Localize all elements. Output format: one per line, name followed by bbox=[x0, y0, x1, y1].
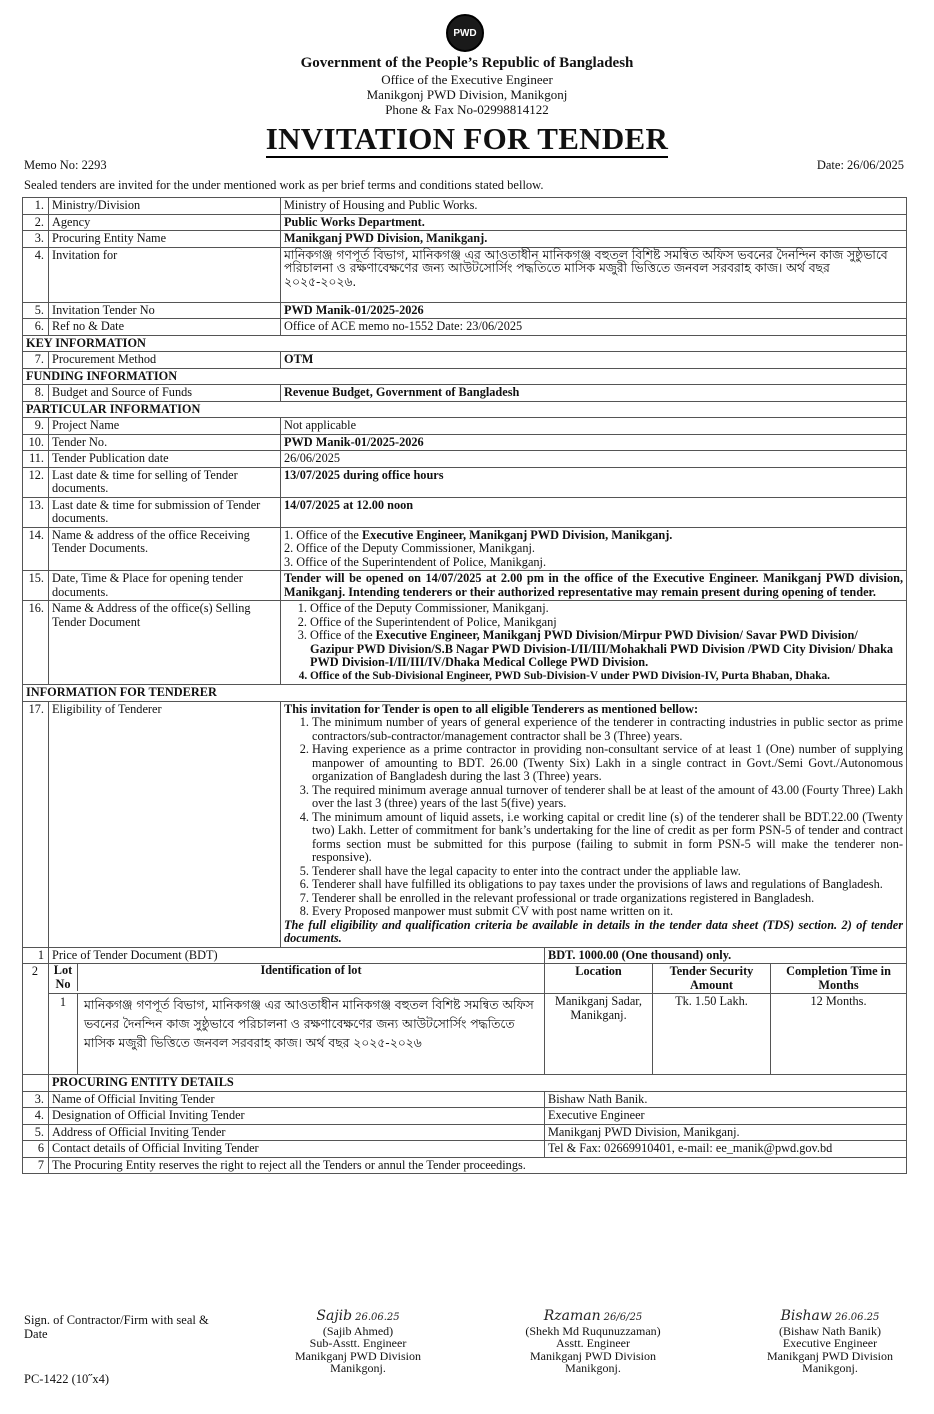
row-number: 1 bbox=[23, 947, 49, 964]
row-label: Budget and Source of Funds bbox=[49, 385, 281, 402]
row-value: Manikganj PWD Division, Manikganj. bbox=[545, 1124, 907, 1141]
table-row bbox=[23, 302, 907, 319]
table-row bbox=[23, 198, 907, 215]
signatory-name: (Sajib Ahmed) bbox=[322, 1323, 394, 1338]
receiving-office-1: 1. Office of the Executive Engineer, Manikganj PWD Division, Manikganj. bbox=[284, 527, 673, 542]
form-number: PC-1422 (10˝x4) bbox=[24, 1372, 110, 1386]
selling-office-1: 1. Office of the Deputy Commissioner, Manikganj. bbox=[310, 602, 903, 616]
row-number: 3. bbox=[23, 1091, 49, 1108]
row-value: মানিকগঞ্জ গণপূর্ত বিভাগ, মানিকগঞ্জ এর আওতাধীন মানিকগঞ্জ বহুতল বিশিষ্ট সমন্বিত অফিস ভবনের দৈনন্দিন কাজ সুষ্ঠুভাবে পরিচালনা ও রক্ষণাবেক্ষণের জন্য আউটসোর্সিং পদ্ধতিতে মাসিক মজুরী ভিত্তিতে জনবল সরবরাহ কাজ। অর্থ বছর ২০২৫-২০২৬. bbox=[281, 247, 907, 302]
row-label: Project Name bbox=[49, 418, 281, 435]
table-row bbox=[23, 1091, 907, 1108]
selling-office-3: 3. Office of the Executive Engineer, Manikganj PWD Division/Mirpur PWD Division/ Savar PWD Division/ Gazipur PWD Division/S.B Nagar PWD Division-I/II/III/Mohakhali PWD Division /PWD City Division/ Dhaka PWD Division-I/II/III/IV/Dhaka Medical College PWD Division. bbox=[310, 629, 903, 670]
row-number: 7. bbox=[23, 352, 49, 369]
row-value bbox=[281, 527, 907, 571]
signatory-place: Manikgonj. bbox=[565, 1361, 621, 1375]
division-name: Manikgonj PWD Division, Manikgonj bbox=[366, 87, 568, 102]
table-row bbox=[23, 571, 907, 601]
row-number: 15. bbox=[23, 571, 49, 601]
row-label: Invitation for bbox=[49, 247, 281, 302]
selling-office-4: 4. Office of the Sub-Divisional Engineer, PWD Sub-Division-V under PWD Division-IV, Purta Bhaban, Dhaka. bbox=[310, 670, 903, 684]
signature-mark: Bishaw 26.06.25 bbox=[780, 1308, 880, 1324]
row-label: Agency bbox=[49, 214, 281, 231]
row-number: 5. bbox=[23, 302, 49, 319]
row-label: Tender Publication date bbox=[49, 451, 281, 468]
lot-location: Manikganj Sadar, Manikganj. bbox=[545, 994, 653, 1075]
row-value: 13/07/2025 during office hours bbox=[281, 467, 907, 497]
signature-block-1 bbox=[278, 1310, 438, 1375]
row-number: 4. bbox=[23, 247, 49, 302]
receiving-office-2: 2. Office of the Deputy Commissioner, Manikganj. bbox=[284, 541, 535, 555]
eligibility-heading: This invitation for Tender is open to all eligible Tenderers as mentioned bellow: bbox=[284, 701, 699, 716]
eligibility-item: 2. Having experience as a prime contractor in providing non-consultant service of at least 1 (One) number of supplying manpower of amounting to BDT. 26.00 (Twenty Six) Lakh in a single contract in Govt./Semi Govt./Autonomous organization of Bangladesh during the last 3 (Three) years. bbox=[312, 743, 903, 784]
row-number: 7 bbox=[23, 1157, 49, 1174]
eligibility-item: 8. Every Proposed manpower must submit CV with post name written on it. bbox=[312, 905, 903, 919]
lot-ident-cell bbox=[49, 994, 545, 1075]
memo-number: Memo No: 2293 bbox=[24, 158, 107, 172]
signature-block-2 bbox=[498, 1310, 688, 1375]
row-value: Not applicable bbox=[281, 418, 907, 435]
table-row bbox=[23, 418, 907, 435]
lot-header-row bbox=[23, 964, 907, 994]
row-number: 13. bbox=[23, 497, 49, 527]
table-row bbox=[23, 319, 907, 336]
row-number: 14. bbox=[23, 527, 49, 571]
table-row bbox=[23, 434, 907, 451]
row-value: PWD Manik-01/2025-2026 bbox=[281, 302, 907, 319]
eligibility-list bbox=[284, 716, 903, 919]
page-title: INVITATION FOR TENDER bbox=[265, 121, 669, 156]
selling-office-2: 2. Office of the Superintendent of Police, Manikganj bbox=[310, 616, 903, 630]
section-heading: INFORMATION FOR TENDERER bbox=[23, 685, 907, 702]
row-number: 17. bbox=[23, 701, 49, 947]
row-number: 1. bbox=[23, 198, 49, 215]
signatory-division: Manikganj PWD Division bbox=[295, 1348, 421, 1363]
row-number: 8. bbox=[23, 385, 49, 402]
row-value: PWD Manik-01/2025-2026 bbox=[281, 434, 907, 451]
row-label: Date, Time & Place for opening tender documents. bbox=[49, 571, 281, 601]
table-row bbox=[23, 1108, 907, 1125]
signatory-place: Manikgonj. bbox=[330, 1361, 386, 1375]
row-value: Tel & Fax: 02669910401, e-mail: ee_manik@pwd.gov.bd bbox=[545, 1141, 907, 1158]
section-heading: PROCURING ENTITY DETAILS bbox=[23, 1075, 907, 1092]
row-number: 6. bbox=[23, 319, 49, 336]
row-number: 6 bbox=[23, 1141, 49, 1158]
table-row bbox=[23, 497, 907, 527]
row-number: 2. bbox=[23, 214, 49, 231]
section-heading: KEY INFORMATION bbox=[23, 335, 907, 352]
row-value: 14/07/2025 at 12.00 noon bbox=[281, 497, 907, 527]
contractor-sign-label: Sign. of Contractor/Firm with seal & Date bbox=[24, 1313, 209, 1341]
eligibility-item: 3. The required minimum average annual turnover of tenderer shall be at least of the amount of 43.00 (Fourty Three) Lakh over the last 3 (three) years of the last 5(five) years. bbox=[312, 784, 903, 811]
row-label: Contact details of Official Inviting Tender bbox=[49, 1141, 545, 1158]
row-number: 5. bbox=[23, 1124, 49, 1141]
row-number: 9. bbox=[23, 418, 49, 435]
eligibility-item: 5. Tenderer shall have the legal capacity to enter into the contract under the appliable law. bbox=[312, 865, 903, 879]
row-number: 12. bbox=[23, 467, 49, 497]
row-label: Procurement Method bbox=[49, 352, 281, 369]
row-value: Revenue Budget, Government of Bangladesh bbox=[281, 385, 907, 402]
tender-table bbox=[22, 197, 907, 1174]
row-label: Designation of Official Inviting Tender bbox=[49, 1108, 545, 1125]
signatory-division: Manikganj PWD Division bbox=[530, 1348, 656, 1363]
row-label: Procuring Entity Name bbox=[49, 231, 281, 248]
table-row bbox=[23, 247, 907, 302]
identification-header: Identification of lot bbox=[260, 963, 362, 977]
row-value: The Procuring Entity reserves the right to reject all the Tenders or annul the Tender proceedings. bbox=[49, 1157, 907, 1174]
location-header: Location bbox=[545, 964, 653, 994]
row-label: Price of Tender Document (BDT) bbox=[49, 947, 545, 964]
eligibility-item: 4. The minimum amount of liquid assets, i.e working capital or credit line (s) of the tenderer shall be BDT.22.00 (Twenty two) Lakh. Letter of commitment for bank’s undertaking for the line of credit as per form PSN-5 of tender and contract forms section must be submitted for this purpose (failing to submit in form PSN-5 will make the tenderer non-responsive). bbox=[312, 811, 903, 865]
notice-date: Date: 26/06/2025 bbox=[816, 158, 904, 172]
security-header: Tender Security Amount bbox=[653, 964, 771, 994]
office-name: Office of the Executive Engineer bbox=[381, 72, 553, 87]
row-label: Eligibility of Tenderer bbox=[49, 701, 281, 947]
lot-identification: মানিকগঞ্জ গণপূর্ত বিভাগ, মানিকগঞ্জ এর আওতাধীন মানিকগঞ্জ বহুতল বিশিষ্ট সমন্বিত অফিস ভবনের দৈনন্দিন কাজ সুষ্ঠুভাবে পরিচালনা ও রক্ষণাবেক্ষণের জন্য আউটসোর্সিং পদ্ধতিতে মাসিক মজুরী ভিত্তিতে জনবল সরবরাহ কাজ। অর্থ বছর ২০২৫-২০২৬ bbox=[84, 998, 534, 1050]
eligibility-note: The full eligibility and qualification criteria be available in details in the tender data sheet (TDS) section. 2) of tender documents. bbox=[284, 917, 904, 945]
table-row bbox=[23, 352, 907, 369]
table-row bbox=[23, 527, 907, 571]
table-row bbox=[23, 467, 907, 497]
signatory-title: Sub-Asstt. Engineer bbox=[309, 1336, 407, 1350]
table-row bbox=[23, 1157, 907, 1174]
section-heading: PARTICULAR INFORMATION bbox=[23, 401, 907, 418]
completion-header: Completion Time in Months bbox=[771, 964, 907, 994]
eligibility-item: 6. Tenderer shall have fulfilled its obligations to pay taxes under the provisions of laws and regulations of Bangladesh. bbox=[312, 878, 903, 892]
row-value: Executive Engineer bbox=[545, 1108, 907, 1125]
row-value: Office of ACE memo no-1552 Date: 23/06/2025 bbox=[281, 319, 907, 336]
row-label: Tender No. bbox=[49, 434, 281, 451]
signature-block-3 bbox=[740, 1310, 920, 1375]
lot-completion: 12 Months. bbox=[771, 994, 907, 1075]
table-row bbox=[23, 451, 907, 468]
lot-row bbox=[23, 994, 907, 1075]
row-value: 26/06/2025 bbox=[281, 451, 907, 468]
row-value: Bishaw Nath Banik. bbox=[545, 1091, 907, 1108]
signatory-name: (Shekh Md Ruqunuzzaman) bbox=[525, 1323, 661, 1338]
row-label: Last date & time for submission of Tender documents. bbox=[49, 497, 281, 527]
signature-mark: Sajib 26.06.25 bbox=[316, 1308, 400, 1324]
row-number: 2 bbox=[23, 964, 49, 1075]
lot-security: Tk. 1.50 Lakh. bbox=[653, 994, 771, 1075]
row-number: 3. bbox=[23, 231, 49, 248]
lot-number: 1 bbox=[49, 994, 78, 1074]
row-value: Tender will be opened on 14/07/2025 at 2.00 pm in the office of the Executive Engineer. Manikganj PWD division, Manikganj. Intending tenderers or their authorized representative may remain present during opening of tender. bbox=[281, 571, 907, 601]
row-value: Manikganj PWD Division, Manikganj. bbox=[281, 231, 907, 248]
eligibility-item: 7. Tenderer shall be enrolled in the relevant professional or trade organizations registered in Bangladesh. bbox=[312, 892, 903, 906]
row-value: OTM bbox=[281, 352, 907, 369]
row-label: Ministry/Division bbox=[49, 198, 281, 215]
table-row bbox=[23, 701, 907, 947]
row-label: Last date & time for selling of Tender documents. bbox=[49, 467, 281, 497]
receiving-office-3: 3. Office of the Superintendent of Police, Manikganj. bbox=[284, 554, 547, 569]
row-value bbox=[281, 601, 907, 685]
lot-no-header: Lot No bbox=[49, 964, 78, 991]
eligibility-content bbox=[281, 701, 907, 947]
government-heading: Government of the People’s Republic of Bangladesh bbox=[300, 55, 634, 71]
eligibility-item: 1. The minimum number of years of general experience of the tenderer in contracting industries in public sector as prime contractors/sub-contractor/management contractor shall be 3 (Three) years. bbox=[312, 716, 903, 743]
signatory-place: Manikgonj. bbox=[802, 1361, 858, 1375]
row-number: 11. bbox=[23, 451, 49, 468]
row-number: 16. bbox=[23, 601, 49, 685]
row-number: 10. bbox=[23, 434, 49, 451]
signatory-division: Manikganj PWD Division bbox=[767, 1348, 893, 1363]
row-label: Ref no & Date bbox=[49, 319, 281, 336]
row-value: Ministry of Housing and Public Works. bbox=[281, 198, 907, 215]
row-label: Name & Address of the office(s) Selling Tender Document bbox=[49, 601, 281, 685]
row-label: Invitation Tender No bbox=[49, 302, 281, 319]
table-row bbox=[23, 947, 907, 964]
row-label: Name & address of the office Receiving Tender Documents. bbox=[49, 527, 281, 571]
lot-header-cell bbox=[49, 964, 545, 994]
signatory-name: (Bishaw Nath Banik) bbox=[779, 1323, 881, 1338]
section-heading: FUNDING INFORMATION bbox=[23, 368, 907, 385]
signature-mark: Rzaman 26/6/25 bbox=[543, 1308, 643, 1324]
table-row bbox=[23, 214, 907, 231]
table-row bbox=[23, 385, 907, 402]
row-number: 4. bbox=[23, 1108, 49, 1125]
table-row bbox=[23, 231, 907, 248]
signatory-title: Asstt. Engineer bbox=[556, 1336, 630, 1350]
table-row bbox=[23, 1141, 907, 1158]
intro-text: Sealed tenders are invited for the under mentioned work as per brief terms and conditions stated bellow. bbox=[24, 178, 544, 192]
table-row bbox=[23, 1124, 907, 1141]
row-value: Public Works Department. bbox=[281, 214, 907, 231]
pwd-logo: PWD bbox=[446, 14, 484, 52]
phone-fax: Phone & Fax No-02998814122 bbox=[385, 102, 549, 117]
table-row bbox=[23, 601, 907, 685]
row-value: BDT. 1000.00 (One thousand) only. bbox=[545, 947, 907, 964]
row-label: Address of Official Inviting Tender bbox=[49, 1124, 545, 1141]
signatory-title: Executive Engineer bbox=[782, 1336, 878, 1350]
row-label: Name of Official Inviting Tender bbox=[49, 1091, 545, 1108]
